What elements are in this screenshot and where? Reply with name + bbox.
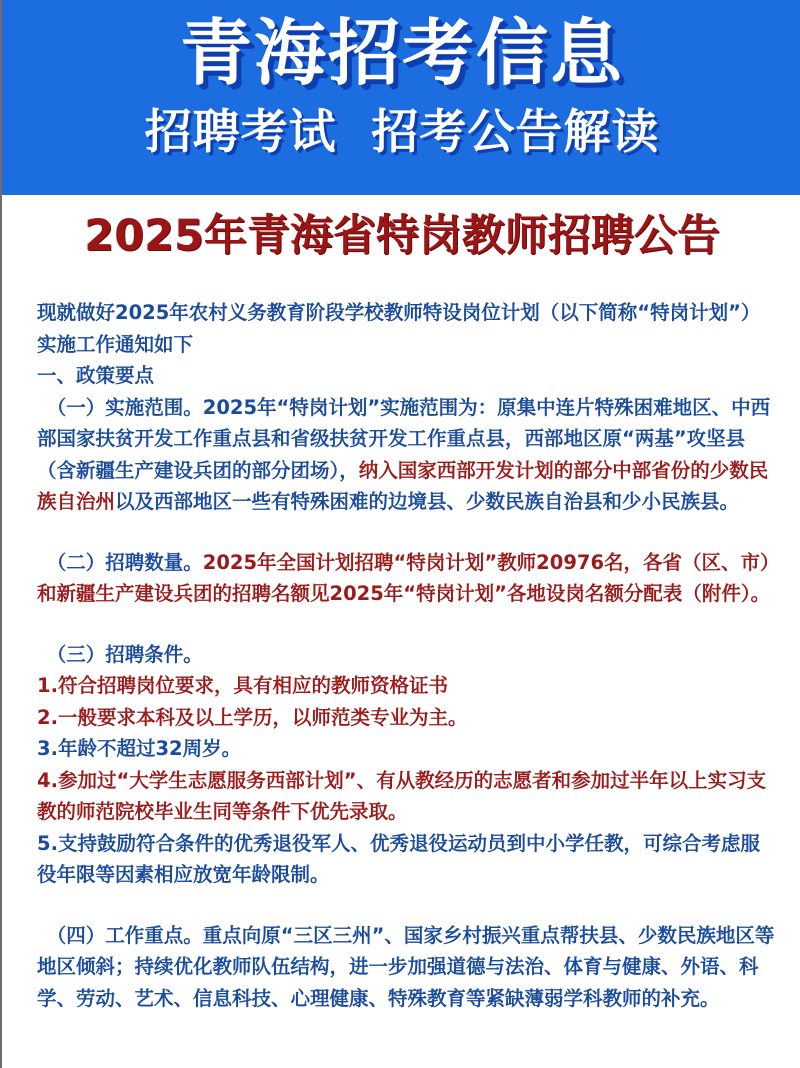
- quota-text: 2025年全国计划招聘“特岗计划”教师20976名，各省（区、市）和新疆生产建设兵团的招聘名额见2025年“特岗计划”各地设岗名额分配表（附件）。: [37, 550, 771, 605]
- intro-paragraph: 现就做好2025年农村义务教育阶段学校教师特设岗位计划（以下简称“特岗计划”）实施工作通知如下: [37, 301, 761, 356]
- condition-item-2: 2.一般要求本科及以上学历，以师范类专业为主。: [37, 705, 468, 729]
- scope-paragraph: [37, 392, 777, 518]
- banner-subtitle: 招聘考试 招考公告解读: [144, 105, 660, 160]
- focus-paragraph: [37, 920, 777, 1015]
- scope-text-2: 以及西部地区一些有特殊困难的边境县、少数民族自治县和少小民族县。: [115, 490, 740, 513]
- quota-paragraph: [37, 547, 777, 610]
- focus-text: 重点向原“三区三州”、国家乡村振兴重点帮扶县、少数民族地区等地区倾斜；持续优化教师队伍结构，进一步加强道德与法治、体育与健康、外语、科学、劳动、艺术、信息科技、心理健康、特殊教育等紧缺薄弱学科教师的补充。: [37, 923, 775, 1010]
- conditions-heading: [37, 639, 777, 671]
- quota-label: （二）招聘数量。: [56, 550, 203, 574]
- scope-text-1: 2025年“特岗计划”实施范围为：原集中连片特殊困难地区、中西部国家扶贫开发工作重点县和省级扶贫开发工作重点县，西部地区原“两基”攻坚县（含新疆生产建设兵团的部分团场），: [37, 395, 771, 482]
- scope-label: （一）实施范围。: [56, 395, 203, 419]
- conditions-label: （三）招聘条件。: [56, 642, 203, 666]
- scope-text-highlight: 纳入国家西部开发计划的部分中部省份的少数民族自治州: [37, 458, 769, 513]
- notice-title: 2025年青海省特岗教师招聘公告: [84, 211, 720, 261]
- condition-item-1: 1.符合招聘岗位要求，具有相应的教师资格证书: [37, 674, 448, 697]
- condition-item-3: 3.年龄不超过32周岁。: [37, 737, 242, 760]
- spacer: [37, 518, 777, 547]
- condition-item-4: 4.参加过“大学生志愿服务西部计划”、有从教经历的志愿者和参加过半年以上实习支教的师范院校毕业生同等条件下优先录取。: [37, 768, 767, 823]
- focus-label: （四）工作重点。: [56, 923, 203, 947]
- notice-body: [37, 297, 777, 1014]
- header-banner: [2, 0, 800, 195]
- section-heading: 一、政策要点: [37, 364, 155, 387]
- spacer: [37, 891, 777, 920]
- spacer: [37, 610, 777, 639]
- banner-title: 青海招考信息: [179, 11, 624, 95]
- condition-item-5: 5.支持鼓励符合条件的优秀退役军人、优秀退役运动员到中小学任教，可综合考虑服役年限等因素相应放宽年龄限制。: [37, 831, 760, 886]
